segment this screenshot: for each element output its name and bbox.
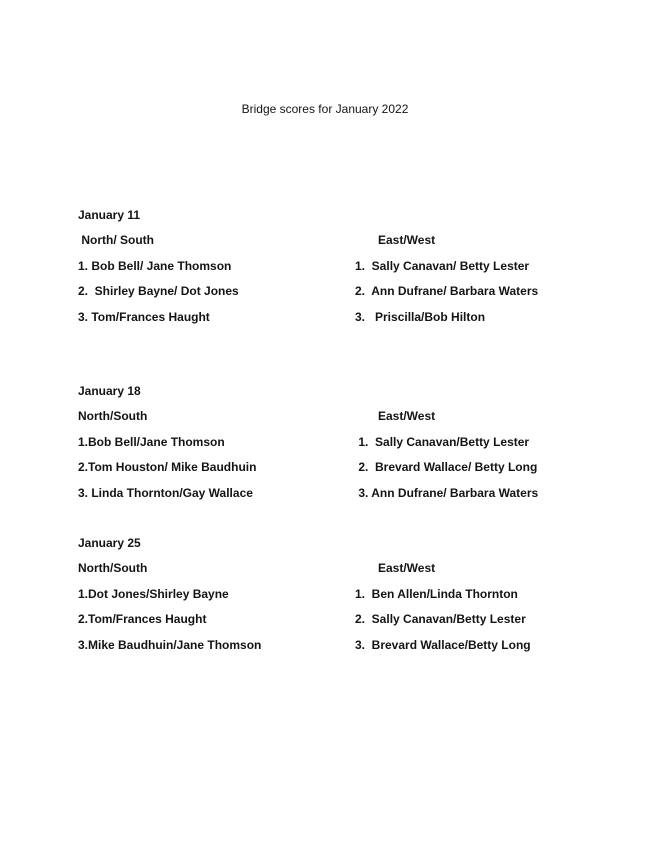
score-row xyxy=(78,305,625,330)
north-south-pair: 2.Tom Houston/ Mike Baudhuin xyxy=(78,460,257,475)
section-january-11 xyxy=(78,203,625,330)
east-west-pair: 2. Ann Dufrane/ Barbara Waters xyxy=(355,284,539,299)
score-row xyxy=(78,633,625,658)
document-title: Bridge scores for January 2022 xyxy=(241,102,409,116)
east-west-pair: 3. Priscilla/Bob Hilton xyxy=(355,309,486,324)
east-west-header: East/West xyxy=(378,561,436,576)
north-south-pair: 3. Linda Thornton/Gay Wallace xyxy=(78,485,253,500)
section-january-18 xyxy=(78,379,625,506)
north-south-header: North/South xyxy=(78,561,148,576)
north-south-pair: 2. Shirley Bayne/ Dot Jones xyxy=(78,284,239,299)
document-body xyxy=(78,203,625,658)
north-south-header: North/ South xyxy=(78,233,154,248)
score-row xyxy=(78,279,625,304)
score-row xyxy=(78,430,625,455)
east-west-header: East/West xyxy=(378,409,436,424)
north-south-pair: 3. Tom/Frances Haught xyxy=(78,309,210,324)
east-west-pair: 3. Ann Dufrane/ Barbara Waters xyxy=(355,485,539,500)
north-south-header: North/South xyxy=(78,409,148,424)
column-header-row xyxy=(78,556,625,581)
north-south-pair: 2.Tom/Frances Haught xyxy=(78,612,207,627)
east-west-pair: 2. Sally Canavan/Betty Lester xyxy=(355,612,526,627)
section-date: January 18 xyxy=(78,384,141,399)
north-south-pair: 1.Dot Jones/Shirley Bayne xyxy=(78,586,229,601)
section-january-25 xyxy=(78,531,625,658)
section-date: January 11 xyxy=(78,208,141,222)
score-row xyxy=(78,455,625,480)
score-row xyxy=(78,481,625,506)
east-west-pair: 1. Ben Allen/Linda Thornton xyxy=(355,586,518,601)
north-south-pair: 1.Bob Bell/Jane Thomson xyxy=(78,434,225,449)
east-west-pair: 3. Brevard Wallace/Betty Long xyxy=(355,637,531,652)
section-date: January 25 xyxy=(78,536,141,551)
east-west-header: East/West xyxy=(378,233,436,248)
east-west-pair: 1. Sally Canavan/ Betty Lester xyxy=(355,258,530,273)
east-west-pair: 2. Brevard Wallace/ Betty Long xyxy=(355,460,538,475)
north-south-pair: 1. Bob Bell/ Jane Thomson xyxy=(78,258,232,273)
score-row xyxy=(78,607,625,632)
north-south-pair: 3.Mike Baudhuin/Jane Thomson xyxy=(78,637,262,652)
column-header-row xyxy=(78,404,625,429)
score-row xyxy=(78,582,625,607)
east-west-pair: 1. Sally Canavan/Betty Lester xyxy=(355,434,530,449)
score-row xyxy=(78,254,625,279)
column-header-row xyxy=(78,228,625,253)
